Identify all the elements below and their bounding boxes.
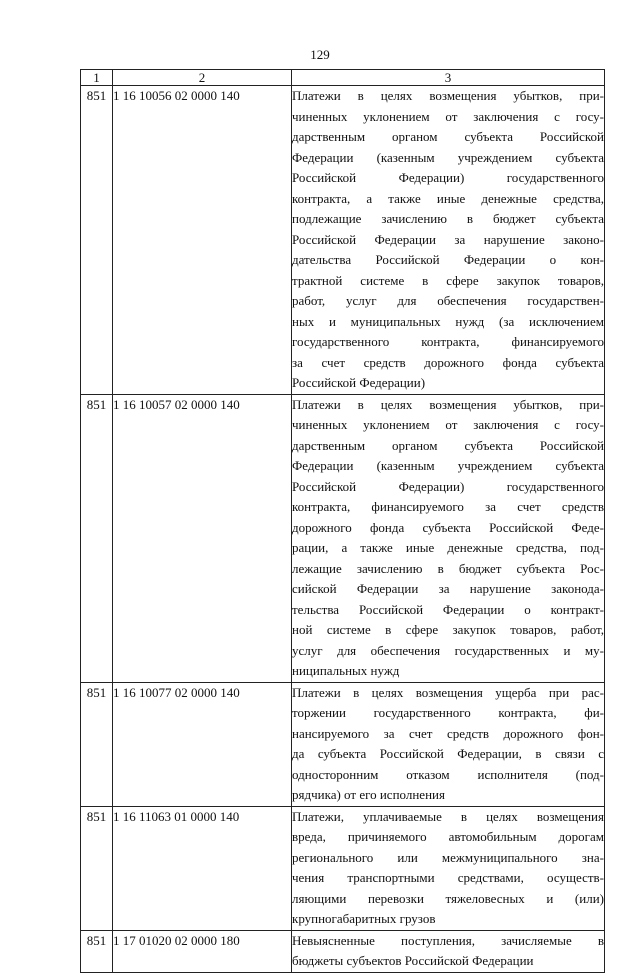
- table-row: [81, 930, 605, 972]
- table-row: [81, 394, 605, 682]
- description-line: Российской Федерации за нарушение законо-: [292, 231, 604, 247]
- description-line: Платежи в целях возмещения убытков, при-: [292, 88, 604, 103]
- description-line: чения транспортными средствами, осуществ-: [292, 870, 604, 885]
- page-number: 129: [310, 47, 330, 62]
- description-line: чиненных уклонением от заключения с госу-: [292, 417, 604, 432]
- description-line: вреда, причиняемого автомобильным дорогам: [292, 829, 604, 844]
- admin-code-cell: 851: [81, 394, 113, 682]
- description-line: ляющими перевозки тяжеловесных и (или): [292, 890, 604, 906]
- description-cell: [292, 930, 605, 972]
- description-line: односторонним отказом исполнителя (под-: [292, 766, 604, 782]
- description-line: контракта, а также иные денежные средства,: [292, 190, 604, 206]
- table-row: [81, 682, 605, 806]
- description-line: Платежи в целях возмещения ущерба при рас-: [292, 684, 604, 700]
- description-line: Платежи, уплачиваемые в целях возмещения: [292, 808, 604, 824]
- description-line: Российской Федерации) государственного: [292, 478, 604, 494]
- admin-code-cell: 851: [81, 806, 113, 930]
- description-cell: [292, 86, 605, 395]
- admin-code-cell: 851: [81, 86, 113, 395]
- description-line: да субъекта Российской Федерации, в связи с: [292, 746, 604, 761]
- description-line: торжении государственного контракта, фи-: [292, 705, 604, 720]
- description-line: дарственным органом субъекта Российской: [292, 129, 604, 144]
- table-header-row: [81, 70, 605, 86]
- table-row: [81, 806, 605, 930]
- description-line: услуг для обеспечения государственных и му-: [292, 642, 604, 658]
- budget-code-cell: 1 16 10077 02 0000 140: [113, 682, 292, 806]
- description-line: Платежи в целях возмещения убытков, при-: [292, 396, 604, 412]
- description-line: Федерации (казенным учреждением субъекта: [292, 458, 604, 473]
- table-row: [81, 86, 605, 395]
- description-line: нансируемого за счет средств дорожного фон-: [292, 725, 604, 741]
- budget-code-cell: 1 16 10057 02 0000 140: [113, 394, 292, 682]
- description-line: ниципальных нужд: [292, 663, 400, 678]
- admin-code-cell: 851: [81, 930, 113, 972]
- description-line: за счет средств дорожного фонда субъекта: [292, 354, 604, 370]
- description-line: контракта, финансируемого за счет средств: [292, 499, 604, 514]
- description-line: сийской Федерации за нарушение законода-: [292, 581, 604, 596]
- description-line: Российской Федерации) государственного: [292, 170, 604, 185]
- description-line: чиненных уклонением от заключения с госу-: [292, 108, 604, 124]
- description-line: дарственным органом субъекта Российской: [292, 437, 604, 453]
- description-line: ных и муниципальных нужд (за исключением: [292, 313, 604, 329]
- column-header-1: 1: [81, 70, 113, 86]
- budget-code-cell: 1 17 01020 02 0000 180: [113, 930, 292, 972]
- description-line: трактной системе в сфере закупок товаров,: [292, 272, 604, 288]
- budget-code-cell: 1 16 11063 01 0000 140: [113, 806, 292, 930]
- description-line: регионального или межмуниципального зна-: [292, 849, 604, 865]
- description-cell: [292, 806, 605, 930]
- description-line: дорожного фонда субъекта Российской Феде-: [292, 519, 604, 535]
- description-line: Федерации (казенным учреждением субъекта: [292, 149, 604, 165]
- description-line: Российской Федерации): [292, 375, 426, 390]
- budget-classification-table: [80, 69, 605, 973]
- description-line: лежащие зачислению в бюджет субъекта Рос-: [292, 560, 604, 576]
- description-line: рации, а также иные денежные средства, под-: [292, 540, 604, 555]
- description-line: тельства Российской Федерации о контракт-: [292, 601, 604, 617]
- column-header-2: 2: [113, 70, 292, 86]
- column-header-3: 3: [292, 70, 605, 86]
- description-line: крупногабаритных грузов: [292, 911, 436, 926]
- budget-code-cell: 1 16 10056 02 0000 140: [113, 86, 292, 395]
- description-line: Невыясненные поступления, зачисляемые в: [292, 932, 604, 948]
- admin-code-cell: 851: [81, 682, 113, 806]
- description-line: работ, услуг для обеспечения государствен-: [292, 293, 604, 308]
- description-cell: [292, 394, 605, 682]
- description-line: дательства Российской Федерации о кон-: [292, 252, 604, 267]
- description-cell: [292, 682, 605, 806]
- description-line: бюджеты субъектов Российской Федерации: [292, 953, 534, 968]
- description-line: ной системе в сфере закупок товаров, работ,: [292, 622, 604, 637]
- description-line: государственного контракта, финансируемого: [292, 334, 604, 349]
- description-line: рядчика) от его исполнения: [292, 787, 445, 802]
- description-line: подлежащие зачислению в бюджет субъекта: [292, 211, 604, 226]
